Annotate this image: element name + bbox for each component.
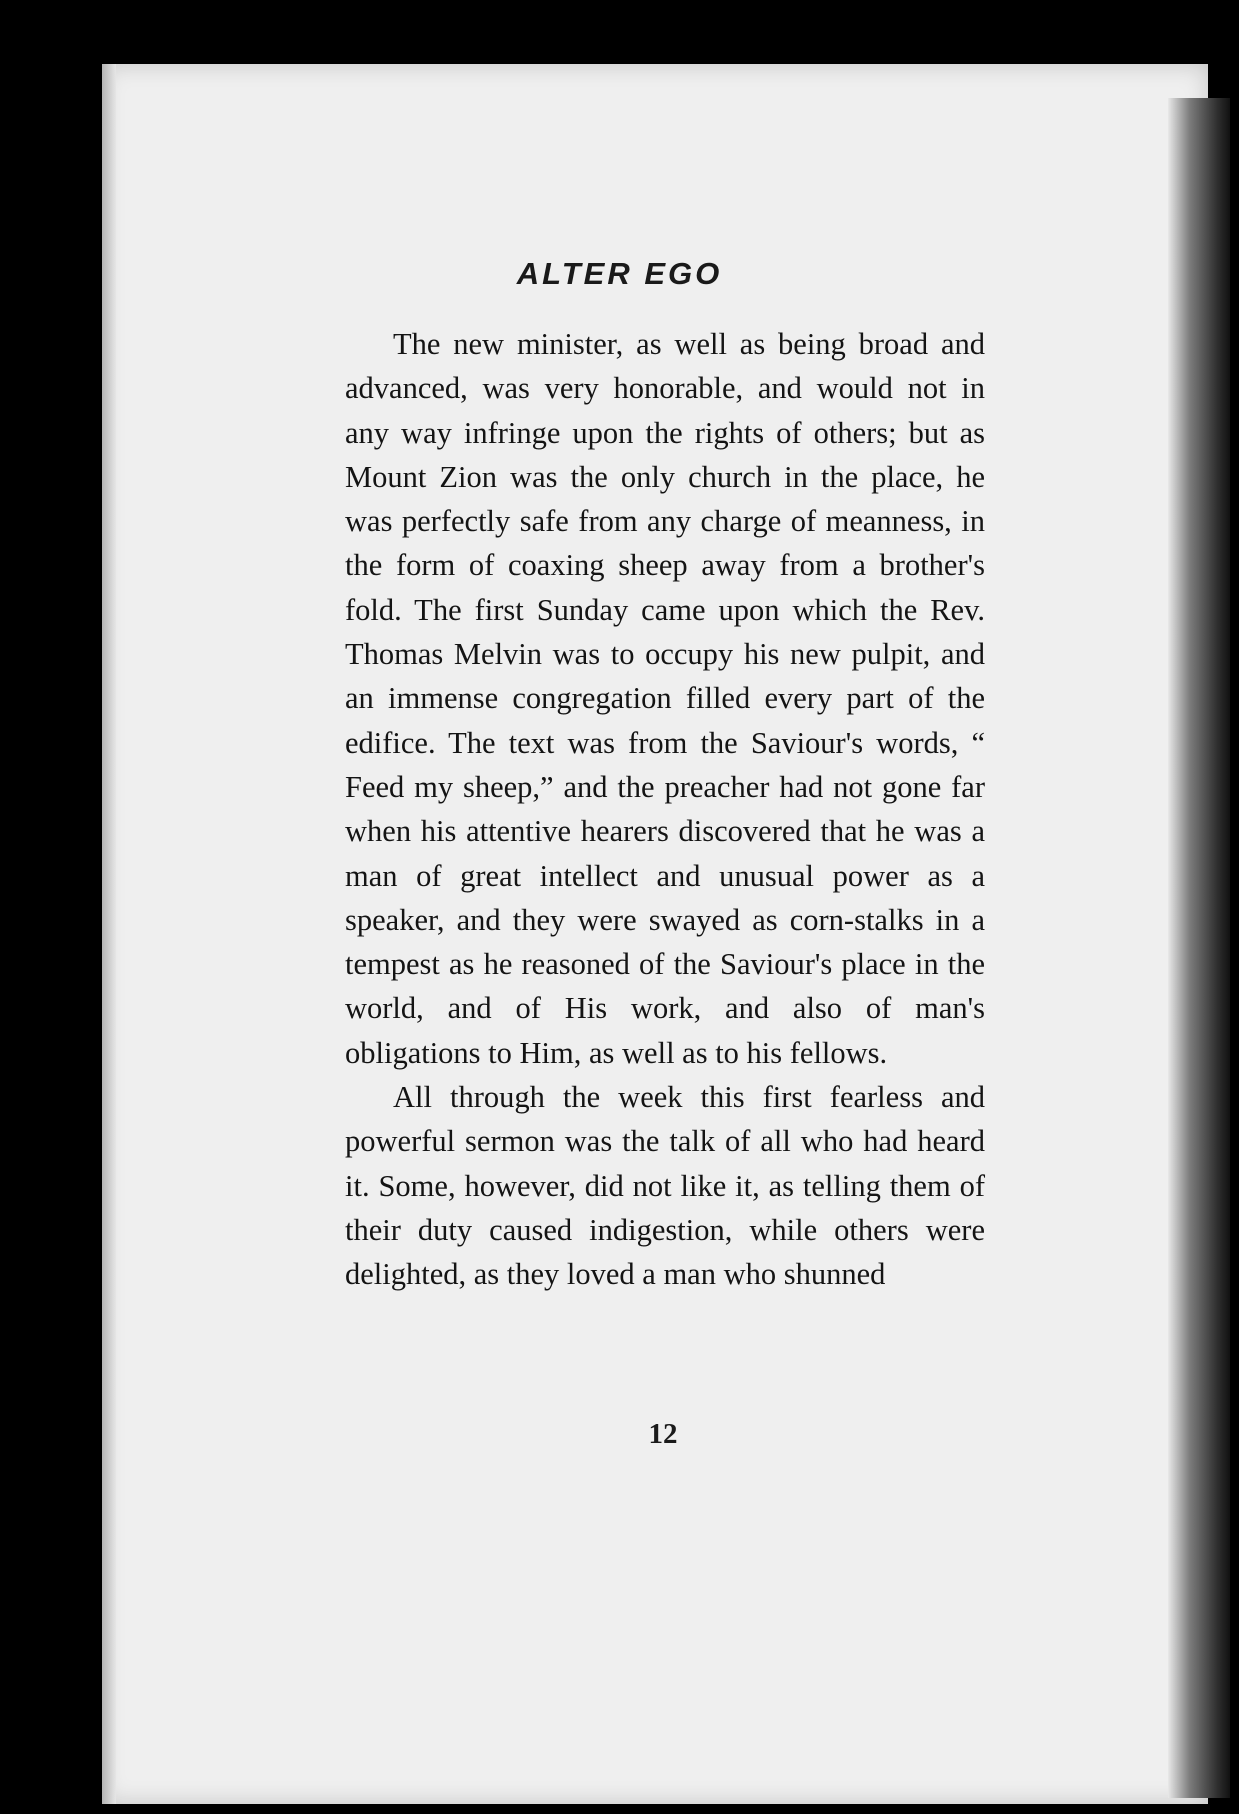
paragraph: The new minister, as well as being broad and advanced, was very honorable, and would not in any way infringe upon the rights of others; but as Mount Zion was the only church in the place, he was perfectly safe from any charge of meanness, in the form of coaxing sheep away from a brother's fold. The first Sunday came upon which the Rev. Thomas Melvin was to occupy his new pulpit, and an immense congregation filled every part of the edifice. The text was from the Saviour's words, “ Feed my sheep,” and the preacher had not gone far when his attentive hearers discovered that he was a man of great intellect and unusual power as a speaker, and they were swayed as corn-stalks in a tempest as he reasoned of the Saviour's place in the world, and of His work, and also of man's obligations to Him, as well as to his fellows. (345, 327, 985, 1070)
page-number: 12 (648, 1418, 678, 1450)
running-head: ALTER EGO (516, 256, 723, 291)
body-text (345, 322, 985, 1297)
page-left-edge (102, 64, 116, 1804)
paragraph: All through the week this first fearless and powerful sermon was the talk of all who had heard it. Some, however, did not like it, as telling them of their duty caused indigestion, while others were delighted, as they loved a man who shunned (345, 1080, 985, 1292)
book-gutter-shadow (1168, 98, 1230, 1798)
